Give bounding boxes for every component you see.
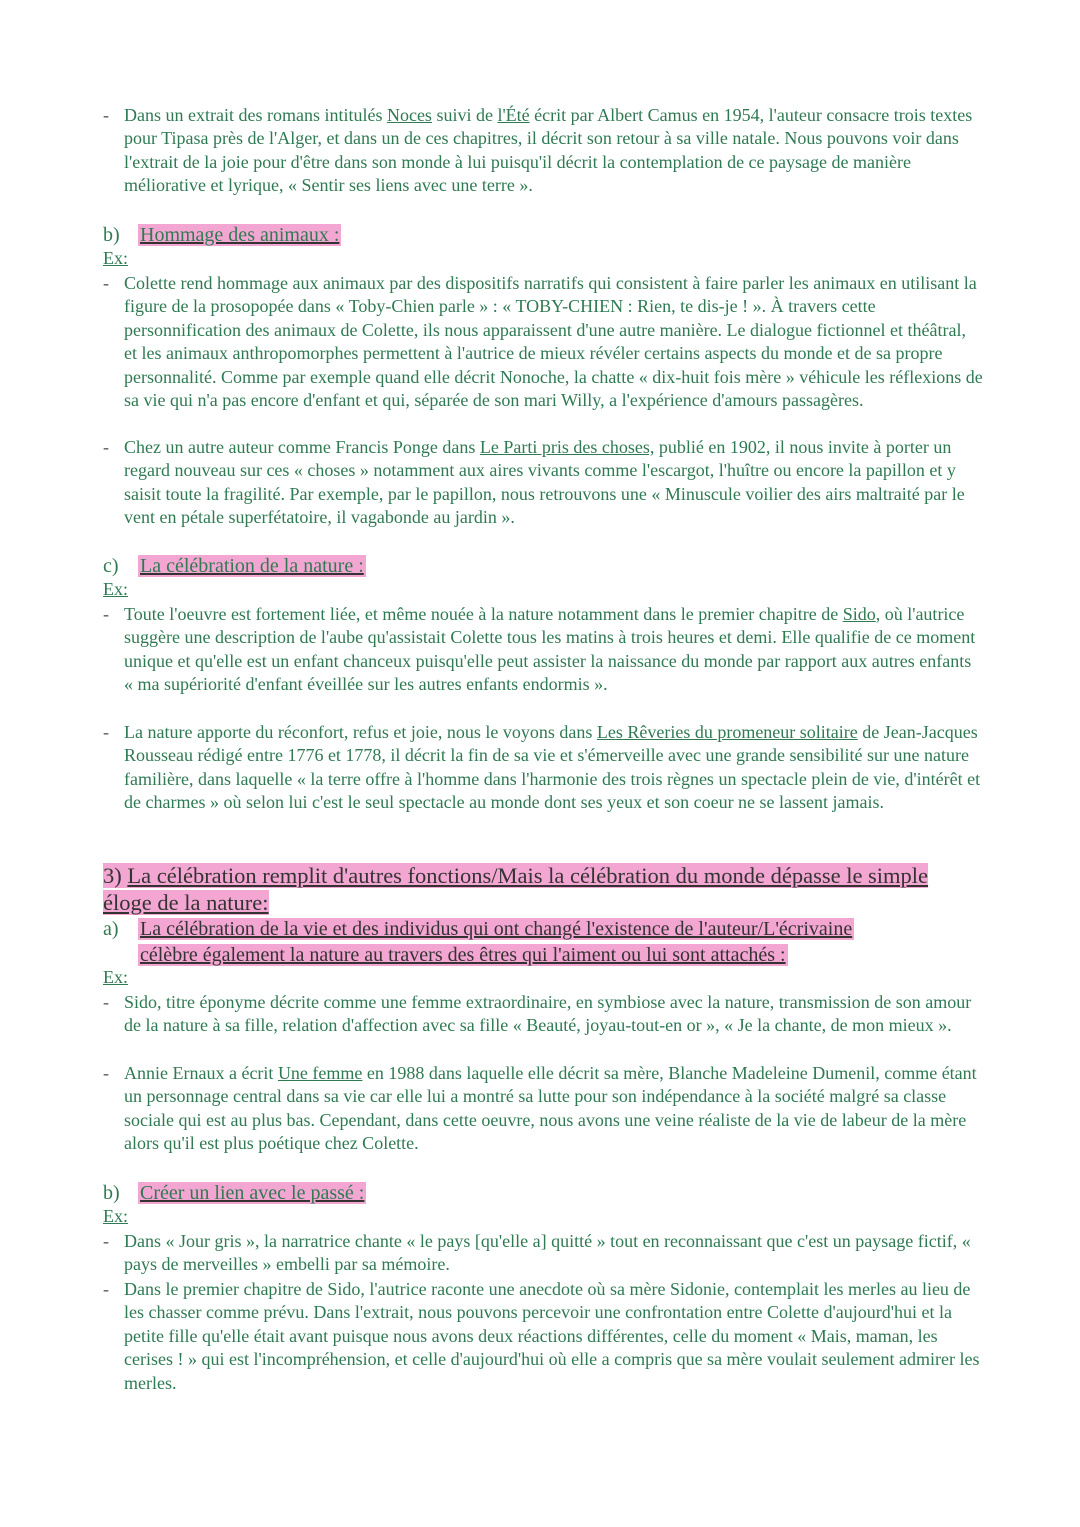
list-item bbox=[103, 603, 983, 697]
book-title: Les Rêveries du promeneur solitaire bbox=[596, 722, 858, 742]
section-title: La célébration de la nature : bbox=[140, 555, 364, 577]
part-title: La célébration remplit d'autres fonctions/Mais la célébration du monde dépasse le simple bbox=[127, 863, 929, 888]
section-letter: b) bbox=[103, 1182, 120, 1204]
section-heading bbox=[103, 553, 366, 579]
list-item bbox=[103, 721, 983, 815]
bullet-dash: - bbox=[103, 722, 109, 742]
paragraph-text: Dans le premier chapitre de Sido, l'autrice raconte une anecdote où sa mère Sidonie, contemplait les merles au lieu de les chasser comme prévu. Dans l'extrait, nous pouvons percevoir une confrontation entre Colette d'aujourd'hui et la petite fille qu'elle était avant puisque nous avons deux réactions différentes, celle du moment « Mais, maman, les cerises ! » qui est l'incompréhension, et celle d'aujourd'hui où elle a compris que sa mère voulait seulement admirer les merles. bbox=[124, 1279, 980, 1393]
part-heading bbox=[103, 862, 973, 916]
section-heading bbox=[103, 916, 983, 968]
paragraph-text bbox=[124, 104, 983, 198]
section-title: Hommage des animaux : bbox=[140, 224, 340, 246]
section-heading bbox=[103, 1180, 366, 1206]
bullet-dash: - bbox=[103, 992, 109, 1012]
section-title: La célébration de la vie et des individus qui ont changé l'existence de l'auteur/L'écrivaine bbox=[140, 918, 853, 940]
book-title: l'Été bbox=[497, 105, 530, 125]
bullet-dash: - bbox=[103, 437, 109, 457]
bullet-dash: - bbox=[103, 105, 109, 125]
text-run: en 1988 dans laquelle elle décrit sa mère, Blanche Madeleine Dumenil, comme étant un personnage central dans sa vie car elle lui a montré sa lutte pour son indépendance à la société malgré sa classe sociale qui est au plus bas. Cependant, dans cette oeuvre, nous avons une veine réaliste de la vie de labeur de la mère alors qu'il est plus poétique chez Colette. bbox=[124, 1063, 977, 1154]
paragraph-text: Colette rend hommage aux animaux par des dispositifs narratifs qui consistent à faire parler les animaux en utilisant la figure de la prosopopée dans « Toby-Chien parle » : « TOBY-CHIEN : Rien, te dis-je ! ». À travers cette personnification des animaux de Colette, ils nous apparaissent d'une autre manière. Le dialogue fictionnel et théâtral, et les animaux anthropomorphes permettent à l'autrice de mieux révéler certains aspects du monde et de sa propre personnalité. Comme par exemple quand elle décrit Nonoche, la chatte « dix-huit fois mère » véhicule les réflexions de sa vie qui n'a pas encore d'enfant et qui, séparée de son mari Willy, a l'expérience d'amours passagères. bbox=[124, 273, 983, 411]
bullet-dash: - bbox=[103, 1063, 109, 1083]
text-run: La nature apporte du réconfort, refus et joie, nous le voyons dans bbox=[124, 722, 597, 742]
text-run: Annie Ernaux a écrit bbox=[124, 1063, 278, 1083]
book-title: Sido bbox=[842, 604, 876, 624]
section-letter: a) bbox=[103, 918, 119, 940]
text-run: publié en 1902, il nous invite à porter un regard nouveau sur ces « choses » notamment aux aires vivants comme l'escargot, l'huître ou encore la papillon et y saisit toute la fragilité. Par exemple, par le papillon, nous retrouvons une « Minuscule voilier des airs maltraité par le vent en pétale superfétatoire, il vagabonde au jardin ». bbox=[124, 437, 965, 528]
bullet-dash: - bbox=[103, 273, 109, 293]
paragraph-text bbox=[124, 603, 983, 697]
list-item bbox=[103, 1278, 983, 1395]
text-run: écrit par Albert Camus en 1954, l'auteur consacre trois textes pour Tipasa près de l'Alger, et dans un de ces chapitres, il décrit son retour à sa ville natale. Nous pouvons voir dans l'extrait de la joie pour d'être dans son monde à lui puisqu'il décrit la contemplation de ce paysage de manière méliorative et lyrique, « Sentir ses liens avec une terre ». bbox=[124, 105, 973, 196]
text-run: de Jean-Jacques Rousseau rédigé entre 1776 et 1778, il décrit la fin de sa vie et s'émerveille avec une grande sensibilité sur une nature familière, dans laquelle « la terre offre à l'homme dans l'harmonie des trois règnes un spectacle plein de vie, d'intérêt et de charmes » où selon lui c'est le seul spectacle au monde dont ses yeux et son coeur ne se lassent jamais. bbox=[124, 722, 981, 813]
example-label: Ex: bbox=[103, 248, 128, 268]
example-label: Ex: bbox=[103, 579, 128, 599]
list-item bbox=[103, 991, 983, 1038]
paragraph-text: Sido, titre éponyme décrite comme une femme extraordinaire, en symbiose avec la nature, transmission de son amour de la nature à sa fille, relation d'affection avec sa fille « Beauté, joyau-tout-en or », « Je la chante, de mon mieux ». bbox=[124, 992, 972, 1036]
book-title: Le Parti pris des choses, bbox=[479, 437, 655, 457]
section-letter: c) bbox=[103, 555, 119, 577]
part-heading-line: éloge de la nature: bbox=[103, 890, 269, 915]
book-title: Une femme bbox=[277, 1063, 363, 1083]
paragraph-text bbox=[124, 1062, 983, 1156]
list-item bbox=[103, 272, 983, 412]
bullet-dash: - bbox=[103, 1279, 109, 1299]
list-item bbox=[103, 1230, 983, 1277]
section-heading bbox=[103, 222, 341, 248]
bullet-dash: - bbox=[103, 604, 109, 624]
section-title-block bbox=[138, 916, 978, 968]
bullet-dash: - bbox=[103, 1231, 109, 1251]
book-title: Noces bbox=[386, 105, 432, 125]
paragraph-text bbox=[124, 721, 983, 815]
part-heading-line bbox=[103, 863, 928, 888]
part-number: 3) bbox=[103, 863, 128, 888]
list-item bbox=[103, 1062, 983, 1156]
paragraph-text: Dans « Jour gris », la narratrice chante « le pays [qu'elle a] quitté » tout en reconnaissant que c'est un paysage fictif, « pays de merveilles » embelli par sa mémoire. bbox=[124, 1231, 971, 1275]
example-label: Ex: bbox=[103, 967, 128, 987]
section-letter: b) bbox=[103, 224, 120, 246]
text-run: Dans un extrait des romans intitulés bbox=[124, 105, 387, 125]
list-item bbox=[103, 104, 983, 198]
section-title: Créer un lien avec le passé : bbox=[140, 1182, 365, 1204]
text-run: suivi de bbox=[431, 105, 498, 125]
text-run: Toute l'oeuvre est fortement liée, et même nouée à la nature notamment dans le premier chapitre de bbox=[124, 604, 843, 624]
example-label: Ex: bbox=[103, 1206, 128, 1226]
paragraph-text bbox=[124, 436, 983, 530]
list-item bbox=[103, 436, 983, 530]
text-run: Chez un autre auteur comme Francis Ponge dans bbox=[124, 437, 480, 457]
section-title: célèbre également la nature au travers des êtres qui l'aiment ou lui sont attachés : bbox=[140, 944, 786, 966]
text-run: , où l'autrice suggère une description de l'aube qu'assistait Colette tous les matins à trois heures et demi. Elle qualifie de ce moment unique et qu'elle est un enfant chanceux puisqu'elle peut assister la naissance du monde par rapport aux autres enfants « ma supériorité d'enfant éveillée sur les autres enfants endormis ». bbox=[124, 604, 976, 695]
